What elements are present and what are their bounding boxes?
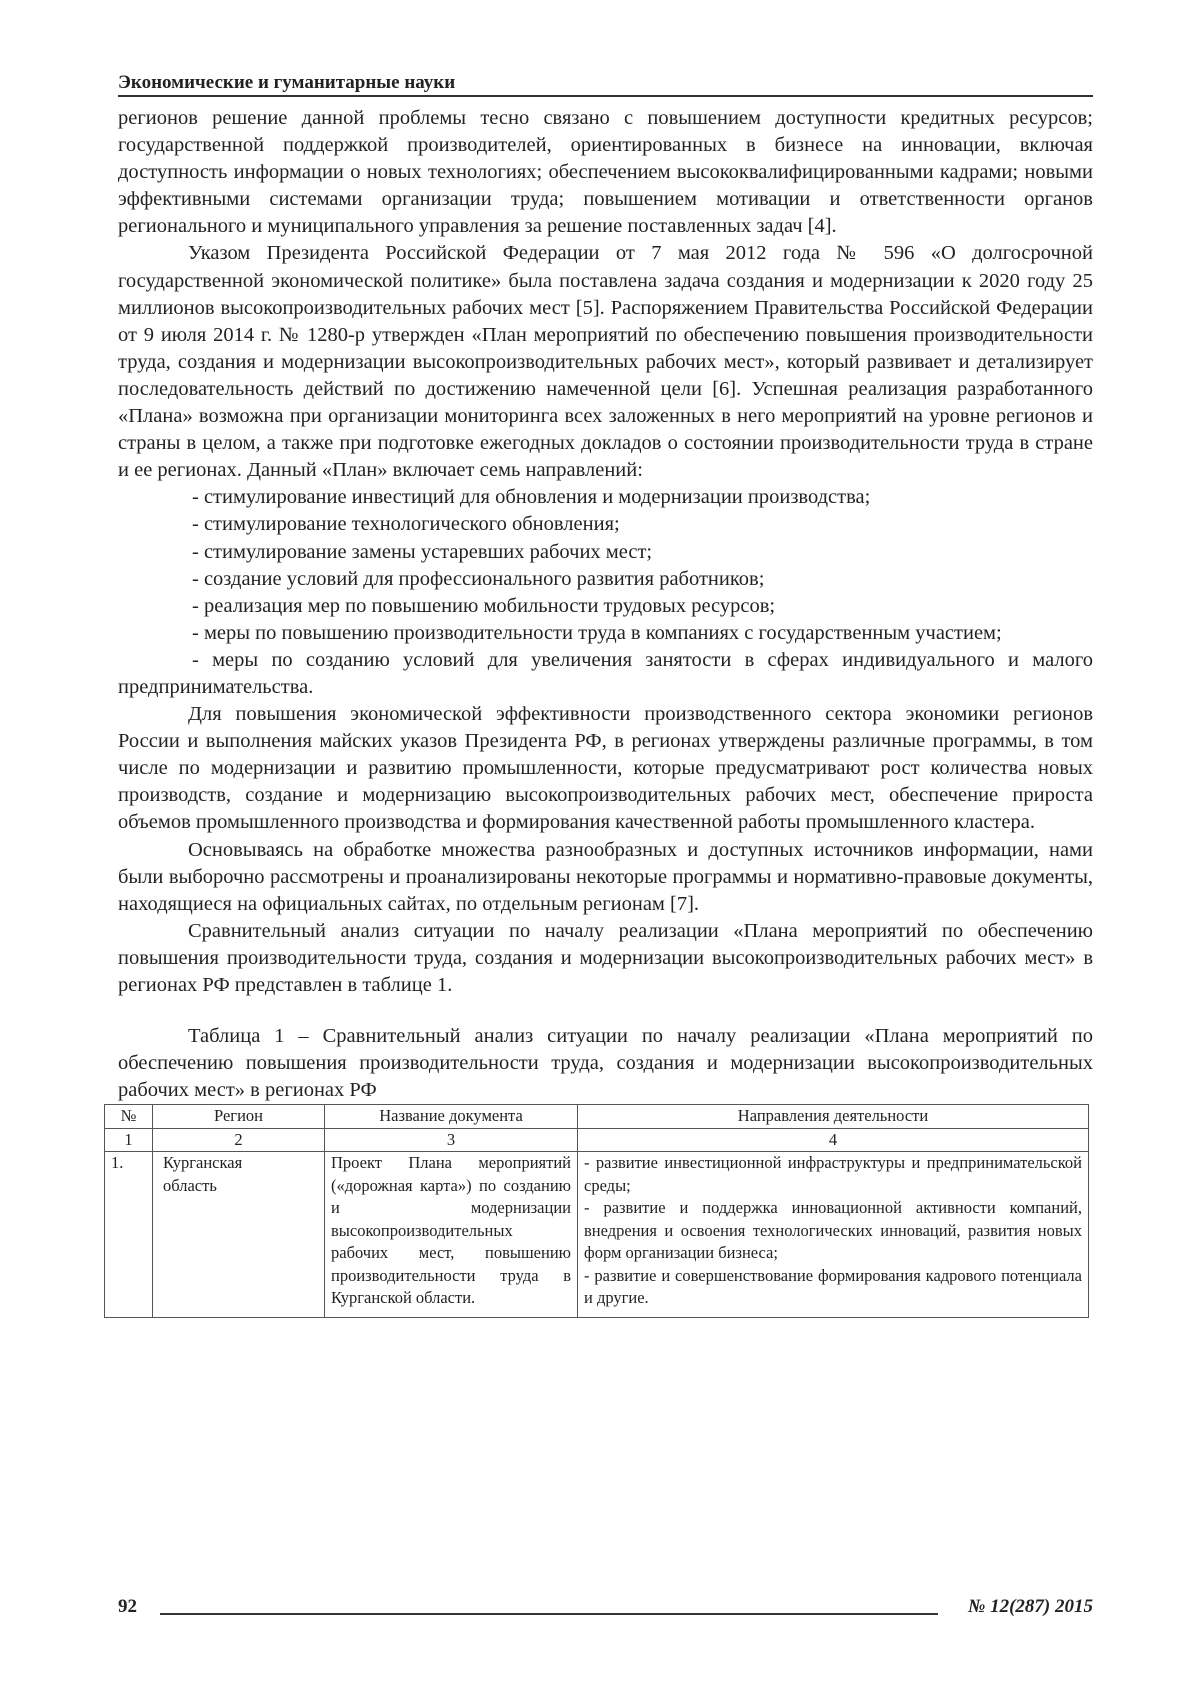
issue-number: № 12(287) 2015 <box>967 1596 1093 1617</box>
direction-item: - развитие и поддержка инновационной активности компаний, внедрения и освоения технологических инноваций, развития новых форм организации бизнеса; <box>584 1198 1082 1263</box>
paragraph: Указом Президента Российской Федерации от 7 мая 2012 года № 596 «О долгосрочной государственной экономической политике» была поставлена задача создания и модернизации к 2020 году 25 миллионов высокопроизводительных рабочих мест [5]. Распоряжением Правительства Российской Федерации от 9 июля 2014 г. № 1280-р утвержден «План мероприятий по обеспечению повышения производительности труда, создания и модернизации высокопроизводительных рабочих мест», который развивает и детализирует последовательность действий по достижению намеченной цели [6]. Успешная реализация разработанного «Плана» возможна при организации мониторинга всех заложенных в него мероприятий на уровне регионов и страны в целом, а также при подготовке ежегодных докладов о состоянии производительности труда в стране и ее регионах. Данный «План» включает семь направлений: <box>118 242 1093 482</box>
list-item: - стимулирование замены устаревших рабочих мест; <box>192 540 653 563</box>
list-item: - стимулирование инвестиций для обновления и модернизации производства; <box>192 486 871 509</box>
column-number: 4 <box>578 1128 1089 1152</box>
column-number: 1 <box>105 1128 153 1152</box>
header-cell-region: Регион <box>153 1105 325 1129</box>
page <box>111 72 1093 1318</box>
list-item: - стимулирование технологического обновления; <box>192 513 620 536</box>
header-cell-document: Название документа <box>325 1105 578 1129</box>
list-item: - меры по созданию условий для увеличения занятости в сферах индивидуального и малого предпринимательства. <box>118 648 1093 698</box>
footer-divider <box>160 1613 938 1615</box>
paragraph: Сравнительный анализ ситуации по началу реализации «Плана мероприятий по обеспечению повышения производительности труда, создания и модернизации высокопроизводительных рабочих мест» в регионах РФ представлен в таблице 1. <box>118 919 1093 996</box>
header-cell-directions: Направления деятельности <box>578 1105 1089 1129</box>
page-footer <box>118 1596 1093 1626</box>
row-region: Курганская область <box>153 1152 325 1318</box>
paragraph: регионов решение данной проблемы тесно связано с повышением доступности кредитных ресурсов; государственной поддержкой производителей, ориентированных в бизнесе на инновации, включая доступность информации о новых технологиях; обеспечением высококвалифицированными кадрами; новыми эффективными системами организации труда; повышением мотивации и ответственности органов регионального и муниципального управления за решение поставленных задач [4]. <box>118 107 1093 238</box>
row-document: Проект Плана мероприятий («дорожная карта») по созданию и модернизации высокопроизводительных рабочих мест, повышению производительности труда в Курганской области. <box>325 1152 578 1318</box>
table-row <box>105 1152 1089 1318</box>
header-cell-number: № <box>105 1105 153 1129</box>
article-body <box>118 105 1093 999</box>
column-number-row <box>105 1128 1089 1152</box>
running-title: Экономические и гуманитарные науки <box>118 72 1093 97</box>
direction-item: - развитие инвестиционной инфраструктуры и предпринимательской среды; <box>584 1153 1082 1195</box>
column-number: 3 <box>325 1128 578 1152</box>
row-number: 1. <box>105 1152 153 1318</box>
list-item: - меры по повышению производительности труда в компаниях с государственным участием; <box>192 621 1002 644</box>
column-number: 2 <box>153 1128 325 1152</box>
list-item: - создание условий для профессионального развития работников; <box>192 567 765 590</box>
row-directions <box>578 1152 1089 1318</box>
page-number: 92 <box>118 1596 137 1617</box>
comparison-table <box>104 1104 1089 1318</box>
direction-item: - развитие и совершенствование формирования кадрового потенциала и другие. <box>584 1265 1082 1308</box>
table-header-row <box>105 1105 1089 1129</box>
paragraph: Для повышения экономической эффективности производственного сектора экономики регионов России и выполнения майских указов Президента РФ, в регионах утверждены различные программы, в том числе по модернизации и развитию промышленности, которые предусматривают рост количества новых производств, создание и модернизацию высокопроизводительных рабочих мест, обеспечение прироста объемов промышленного производства и формирования качественной работы промышленного кластера. <box>118 703 1093 834</box>
table-caption: Таблица 1 – Сравнительный анализ ситуации по началу реализации «Плана мероприятий по обеспечению повышения производительности труда, создания и модернизации высокопроизводительных рабочих мест» в регионах РФ <box>118 1025 1093 1102</box>
paragraph: Основываясь на обработке множества разнообразных и доступных источников информации, нами были выборочно рассмотрены и проанализированы некоторые программы и нормативно-правовые документы, находящиеся на официальных сайтах, по отдельным регионам [7]. <box>118 838 1093 915</box>
list-item: - реализация мер по повышению мобильности трудовых ресурсов; <box>192 594 776 617</box>
